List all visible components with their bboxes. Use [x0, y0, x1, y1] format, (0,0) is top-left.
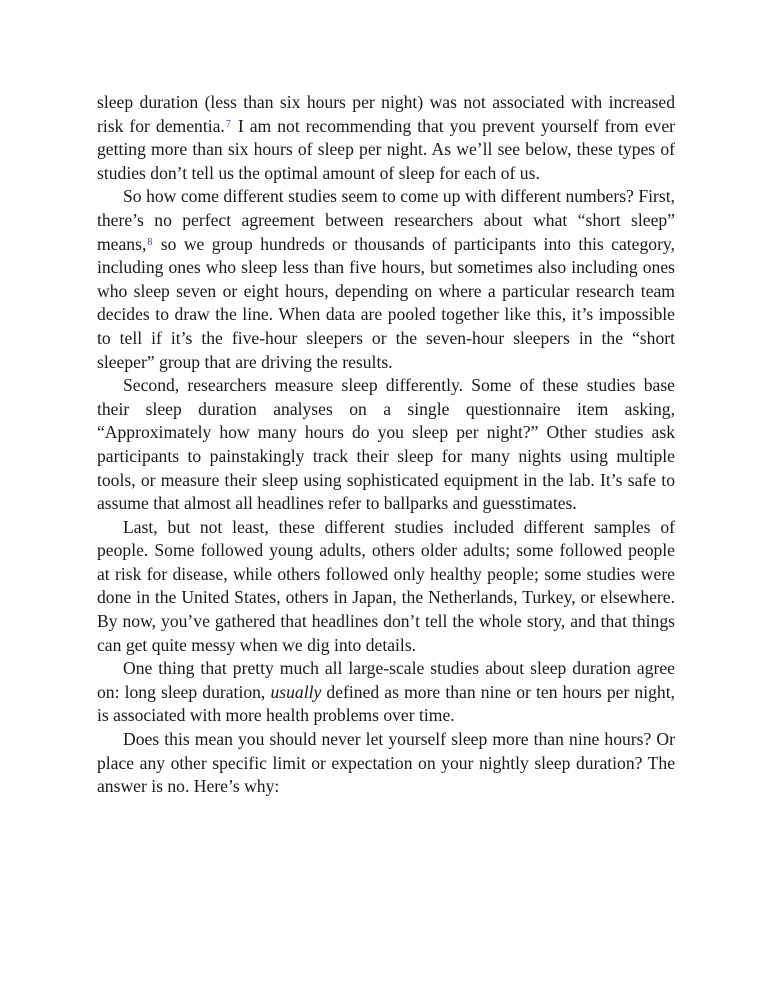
paragraph [97, 728, 675, 799]
paragraph-text: Last, but not least, these different studies included different samples of people. Some followed young adults, others older adults; some followed people at risk for disease, while others followed only healthy people; some studies were done in the United States, others in Japan, the Netherlands, Turkey, or elsewhere. By now, you’ve gathered that headlines don’t tell the whole story, and that things can get quite messy when we dig into details. [97, 516, 675, 655]
footnote-ref-link[interactable]: 8 [147, 236, 153, 248]
document-body [97, 91, 675, 799]
footnote-ref-link[interactable]: 7 [225, 118, 231, 130]
paragraph [97, 657, 675, 728]
paragraph-text: Second, researchers measure sleep differently. Some of these studies base their sleep duration analyses on a single questionnaire item asking, “Approximately how many hours do you sleep per night?” Other studies ask participants to painstakingly track their sleep for many nights using multiple tools, or measure their sleep using sophisticated equipment in the lab. It’s safe to assume that almost all headlines refer to ballparks and guesstimates. [97, 375, 675, 514]
paragraph-text: sleep duration (less than six hours per night) was not associated with increased risk for dementia. [97, 92, 675, 136]
paragraph-text: So how come different studies seem to come up with different numbers? First, there’s no perfect agreement between researchers about what “short sleep” means, [97, 186, 675, 254]
paragraph [97, 91, 675, 185]
paragraph [97, 374, 675, 516]
paragraph-text: so we group hundreds or thousands of participants into this category, including ones who sleep less than five hours, but sometimes also including ones who sleep seven or eight hours, depending on where a particular research team decides to draw the line. When data are pooled together like this, it’s impossible to tell if it’s the five-hour sleepers or the seven-hour sleepers in the “short sleeper” group that are driving the results. [97, 233, 675, 372]
paragraph-text: defined as more than nine or ten hours per night, is associated with more health problems over time. [97, 681, 675, 726]
paragraph-text: Does this mean you should never let yourself sleep more than nine hours? Or place any other specific limit or expectation on your nightly sleep duration? The answer is no. Here’s why: [97, 729, 675, 797]
paragraph-text: One thing that pretty much all large-scale studies about sleep duration agree on: long sleep duration, [97, 658, 675, 702]
paragraph [97, 516, 675, 658]
emphasis-text: usually [270, 681, 322, 702]
paragraph [97, 185, 675, 374]
paragraph-text: I am not recommending that you prevent yourself from ever getting more than six hours of sleep per night. As we’ll see below, these types of studies don’t tell us the optimal amount of sleep for each of us. [97, 115, 675, 183]
